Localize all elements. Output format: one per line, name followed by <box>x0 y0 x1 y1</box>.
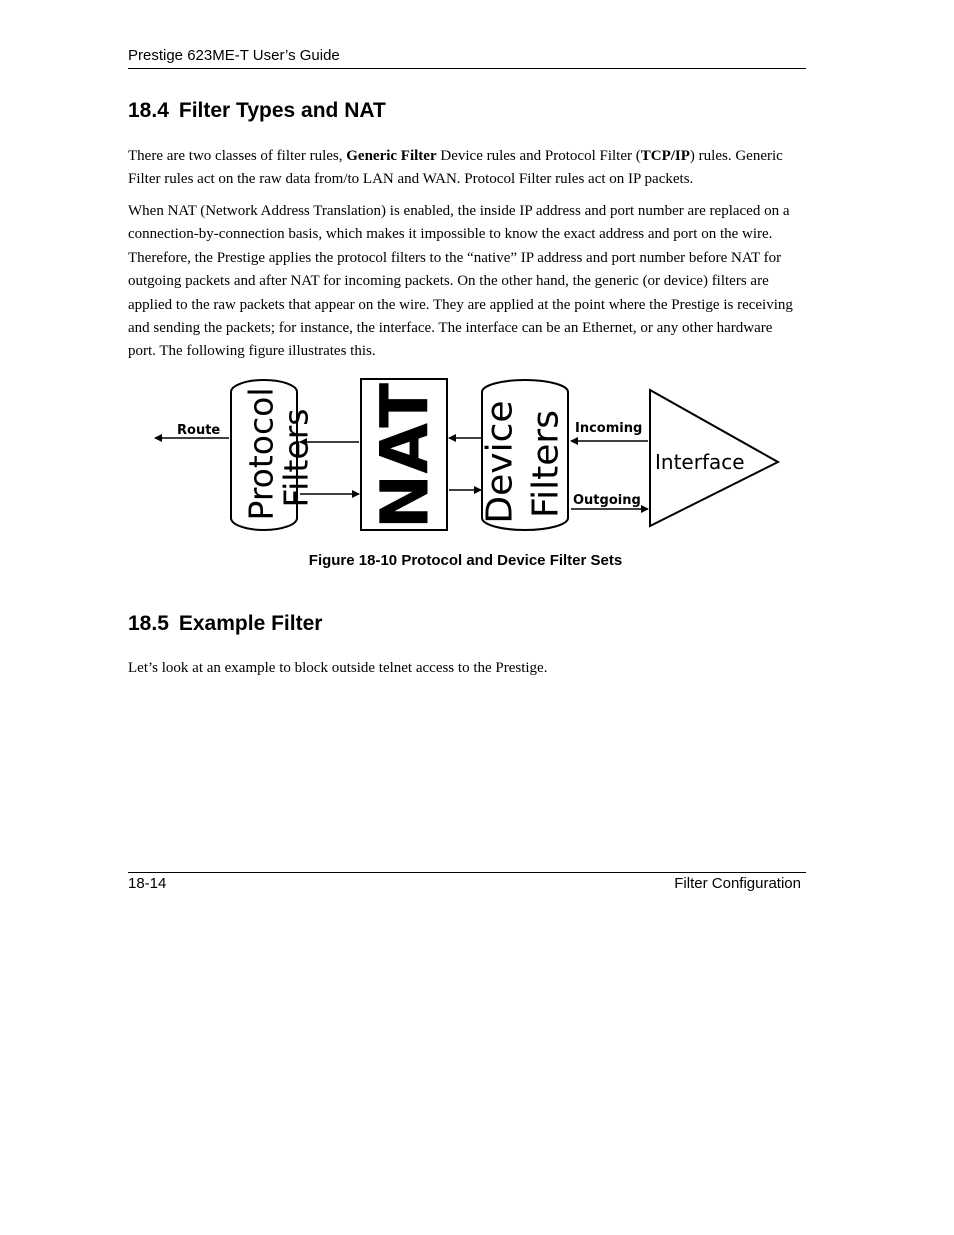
section-title: Example Filter <box>178 612 323 635</box>
para-bold-generic-filter: Generic Filter <box>346 148 437 164</box>
protocol-filters-block <box>231 380 316 530</box>
protocol-label: Protocol <box>241 387 281 521</box>
paragraph-filter-classes <box>128 145 800 192</box>
device-label: Device <box>479 400 521 524</box>
interface-label: Interface <box>655 450 745 474</box>
nat-block <box>361 379 447 530</box>
para-bold-tcp-ip: TCP/IP <box>640 148 690 164</box>
section-title: Filter Types and NAT <box>178 99 386 122</box>
footer-rule <box>128 872 806 873</box>
para-text: There are two classes of filter rules, <box>128 148 347 164</box>
nat-label: NAT <box>366 382 444 530</box>
page-number: 18-14 <box>128 875 167 892</box>
route-label: Route <box>177 423 221 438</box>
paragraph-nat: When NAT (Network Address Translation) is enabled, the inside IP address and port number are replaced on a connection-by-connection basis, which makes it impossible to know the exact address and port on the wire. Therefore, the Prestige applies the protocol filters to the “native” IP address and port number before NAT for outgoing packets and after NAT for incoming packets. On the other hand, the generic (or device) filters are applied to the raw packets that appear on the wire. They are applied at the point where the Prestige is receiving and sending the packets; for instance, the interface. The interface can be an Ethernet, or any other hardware port. The following figure illustrates this. <box>128 203 793 360</box>
para-text: ) rules. Generic Filter rules act on the raw data from/to LAN and WAN. Protocol Filter rules act on IP packets. <box>128 148 783 188</box>
figure-caption: Figure 18-10 Protocol and Device Filter Sets <box>308 552 623 569</box>
filters-label-b: Filters <box>525 410 567 518</box>
section-number: 18.4 <box>128 99 169 122</box>
filters-label-a: Filters <box>276 408 316 508</box>
header-rule <box>128 68 806 69</box>
incoming-label: Incoming <box>575 421 643 436</box>
paragraph-example: Let’s look at an example to block outside telnet access to the Prestige. <box>128 660 548 676</box>
filter-sets-diagram <box>140 370 800 540</box>
running-header: Prestige 623ME-T User’s Guide <box>128 47 340 64</box>
interface-block <box>650 390 778 526</box>
outgoing-label: Outgoing <box>573 493 641 508</box>
para-text: Device rules and Protocol Filter ( <box>436 148 641 164</box>
section-heading-18-4 <box>128 99 386 123</box>
section-number: 18.5 <box>128 612 169 635</box>
section-heading-18-5 <box>128 612 322 636</box>
chapter-title: Filter Configuration <box>674 875 801 892</box>
device-filters-block <box>480 380 569 530</box>
